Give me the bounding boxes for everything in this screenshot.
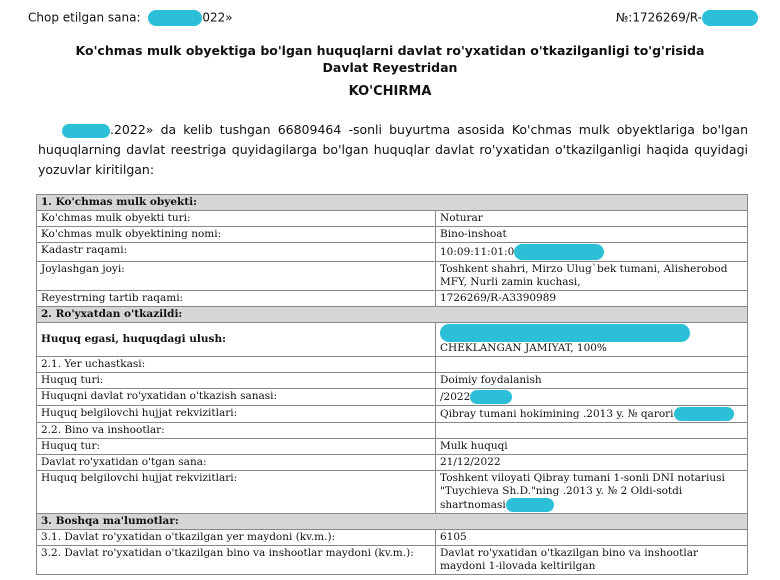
row-value: [436, 439, 748, 455]
row-label: 2. Ro'yxatdan o'tkazildi:: [37, 307, 748, 323]
table-row: [37, 439, 748, 455]
redaction-mark: [440, 324, 690, 342]
intro-text: da kelib tushgan 66809464 -sonli buyurtma asosida Ko'chmas mulk obyektlariga bo'lgan huquqlarning davlat reestriga quyidagilarga bo'lgan huquqlar davlat ro'yxatidan o'tkazilganligi haqida quyidagi yozuvlar kiritilgan:: [38, 122, 748, 177]
row-value: [436, 373, 748, 389]
table-row: [37, 323, 748, 357]
row-value-text: Noturar: [440, 212, 483, 224]
row-label: 3. Boshqa ma'lumotlar:: [37, 514, 748, 530]
redaction-mark: [62, 124, 110, 138]
row-label: 3.1. Davlat ro'yxatidan o'tkazilgan yer maydoni (kv.m.):: [37, 530, 436, 546]
print-date-value: 022»: [202, 10, 233, 25]
table-row: [37, 291, 748, 307]
print-date-label: Chop etilgan sana:: [28, 10, 141, 25]
intro-paragraph: [38, 120, 748, 180]
row-label: Huquq egasi, huquqdagi ulush:: [37, 323, 436, 357]
table-row: [37, 357, 748, 373]
redaction-mark: [148, 10, 202, 26]
row-value-text: /2022: [440, 391, 471, 403]
row-value-text: 21/12/2022: [440, 456, 501, 468]
table-row: [37, 389, 748, 406]
row-label: Kadastr raqami:: [37, 243, 436, 262]
row-label: Huquq belgilovchi hujjat rekvizitlari:: [37, 406, 436, 423]
section-row: [37, 514, 748, 530]
print-date: [28, 10, 233, 26]
row-label: Davlat ro'yxatidan o'tgan sana:: [37, 455, 436, 471]
row-value: [436, 471, 748, 514]
row-value: [436, 323, 748, 357]
redaction-mark: [674, 407, 734, 421]
redaction-mark: [514, 244, 604, 260]
row-value-text: Toshkent viloyati Qibray tumani 1-sonli DNI notariusi "Tuychieva Sh.D."ning .2013 y. № 2 Oldi-sotdi shartnomasi: [440, 472, 725, 511]
document-title: Ko'chmas mulk obyektiga bo'lgan huquqlarni davlat ro'yxatidan o'tkazilganligi to'g'risida Davlat Reyestridan: [75, 43, 705, 75]
row-value-text: 6105: [440, 531, 467, 543]
table-row: [37, 211, 748, 227]
row-value: [436, 291, 748, 307]
row-label: Joylashgan joyi:: [37, 262, 436, 291]
row-label: Ko'chmas mulk obyekti turi:: [37, 211, 436, 227]
row-value-text: Qibray tumani hokimining .2013 y. № qarori: [440, 408, 674, 420]
row-label: 1. Ko'chmas mulk obyekti:: [37, 195, 748, 211]
row-value-text: Davlat ro'yxatidan o'tkazilgan bino va inshootlar maydoni 1-ilovada keltirilgan: [440, 547, 698, 572]
row-label: Huquq tur:: [37, 439, 436, 455]
row-value-text: Doimiy foydalanish: [440, 374, 542, 386]
table-row: [37, 373, 748, 389]
row-label: 3.2. Davlat ro'yxatidan o'tkazilgan bino va inshootlar maydoni (kv.m.):: [37, 546, 436, 575]
table-row: [37, 530, 748, 546]
register-table: [36, 194, 748, 575]
row-label: Huquq turi:: [37, 373, 436, 389]
row-value: [436, 530, 748, 546]
table-row: [37, 227, 748, 243]
section-row: [37, 307, 748, 323]
redaction-mark: [470, 390, 512, 404]
row-value-text: Bino-inshoat: [440, 228, 507, 240]
document-number: [616, 10, 758, 26]
row-value-text: CHEKLANGAN JAMIYAT, 100%: [440, 342, 607, 354]
table-row: [37, 455, 748, 471]
intro-date: .2022»: [110, 122, 154, 137]
redaction-mark: [702, 10, 758, 26]
redaction-mark: [506, 498, 554, 512]
row-value: [436, 455, 748, 471]
table-row: [37, 546, 748, 575]
table-row: [37, 423, 748, 439]
document-number-text: №:1726269/R-: [615, 10, 702, 25]
section-row: [37, 195, 748, 211]
row-label: Reyestrning tartib raqami:: [37, 291, 436, 307]
table-row: [37, 471, 748, 514]
row-value: [436, 243, 748, 262]
row-value: [436, 423, 748, 439]
row-label: Ko'chmas mulk obyektining nomi:: [37, 227, 436, 243]
table-row: [37, 262, 748, 291]
row-value-text: 10:09:11:01:0: [440, 246, 515, 258]
row-value-text: 1726269/R-A3390989: [440, 292, 557, 304]
row-value: [436, 262, 748, 291]
row-value-text: Toshkent shahri, Mirzo Ulug`bek tumani, Alisherobod MFY, Nurli zamin kuchasi,: [440, 263, 728, 288]
row-value: [436, 406, 748, 423]
table-row: [37, 406, 748, 423]
table-row: [37, 243, 748, 262]
row-value: [436, 211, 748, 227]
row-value: [436, 357, 748, 373]
row-value: [436, 389, 748, 406]
row-label: 2.1. Yer uchastkasi:: [37, 357, 436, 373]
row-label: 2.2. Bino va inshootlar:: [37, 423, 436, 439]
row-value-text: Mulk huquqi: [440, 440, 508, 452]
row-value: [436, 227, 748, 243]
document-subtitle: KO'CHIRMA: [348, 84, 432, 99]
row-label: Huquqni davlat ro'yxatidan o'tkazish sanasi:: [37, 389, 436, 406]
row-label: Huquq belgilovchi hujjat rekvizitlari:: [37, 471, 436, 514]
row-value: [436, 546, 748, 575]
register-table-body: [37, 195, 748, 575]
